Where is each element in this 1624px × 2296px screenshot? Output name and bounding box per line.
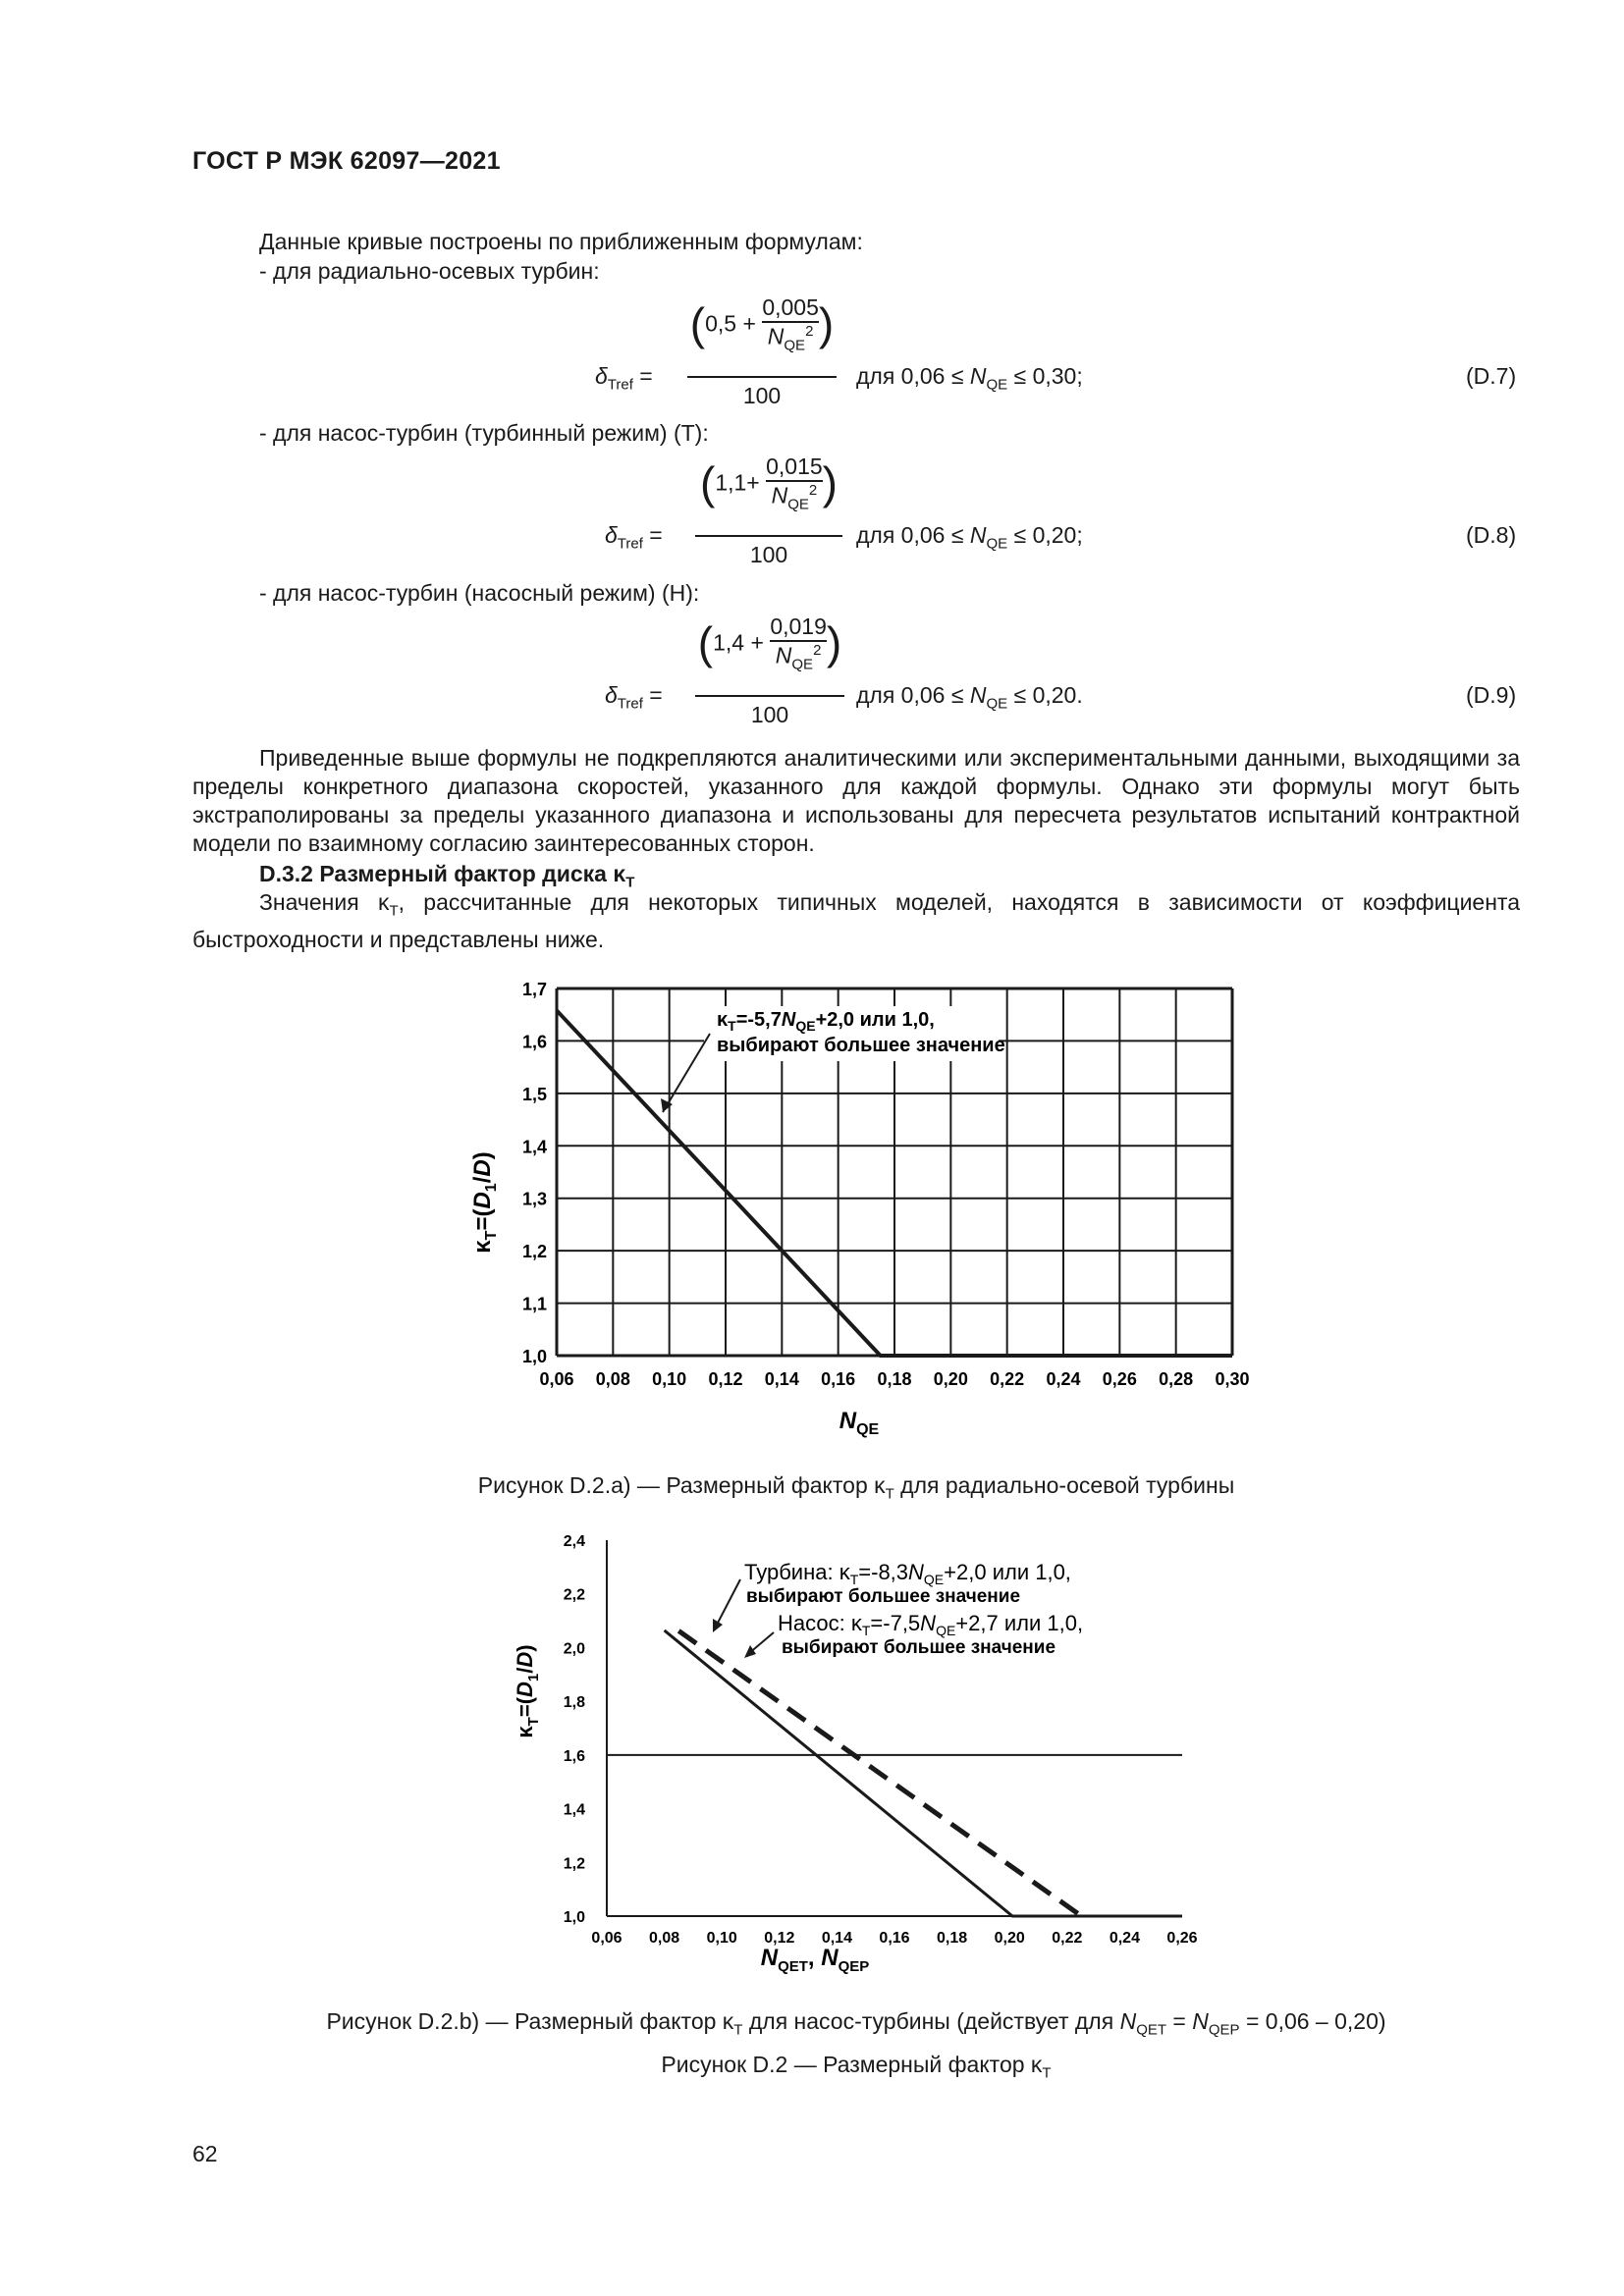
intro-line: - для радиально-осевых турбин:: [259, 258, 600, 284]
chart-b: [511, 1526, 1198, 1978]
equation-number: (D.7): [1466, 363, 1517, 389]
chart-a-xtick-label: 0,14: [764, 1369, 799, 1389]
chart-a-xtick-label: 0,20: [933, 1369, 968, 1389]
chart-b-xtick-label: 0,10: [706, 1930, 737, 1947]
page-number: 62: [192, 2141, 218, 2166]
chart-a-annotation-line2: выбирают большее значение: [717, 1035, 1005, 1056]
chart-b-ytick-label: 2,2: [563, 1586, 585, 1604]
chart-a-ytick-label: 1,2: [521, 1242, 547, 1262]
chart-b-series: [665, 1630, 1182, 1916]
section-heading: D.3.2 Размерный фактор диска $\kappa_T$: [259, 861, 635, 891]
chart-b-annotation-line2: выбирают большее значение: [746, 1586, 1021, 1607]
chart-b-xtick-label: 0,12: [764, 1930, 795, 1947]
chart-a-ytick-label: 1,1: [521, 1294, 547, 1314]
paragraph: Значения $\kappa_T$, рассчитанные для некоторых типичных моделей, находятся в зависимости от коэффициента быстроходности и представлены ниже.: [192, 889, 1520, 952]
chart-a-xtick-label: 0,26: [1102, 1369, 1137, 1389]
formula-d8: $\delta_{Tref}$ = (1,1+ $\frac{0,015}{N_{QE}^2}$ ) 100 для $0,06 \le N_{QE} \le 0,20$; (D.8): [605, 454, 1517, 567]
chart-a-xtick-label: 0,18: [877, 1369, 912, 1389]
figure-caption-a: Рисунок D.2.a) — Размерный фактор $\kappa_T$ для радиально-осевой турбины: [477, 1472, 1235, 1503]
document-header: ГОСТ Р МЭК 62097—2021: [192, 147, 501, 175]
chart-a-xtick-label: 0,12: [708, 1369, 743, 1389]
chart-b-ytick-label: 1,6: [563, 1747, 585, 1765]
chart-a-ytick-label: 1,4: [521, 1137, 547, 1157]
chart-b-series-pump: [678, 1630, 1081, 1916]
intro-line: - для насос-турбин (турбинный режим) (Т):: [259, 420, 709, 446]
equation-number: (D.8): [1466, 522, 1517, 548]
chart-b-xtick-label: 0,06: [591, 1930, 623, 1947]
chart-b-xtick-label: 0,24: [1109, 1930, 1140, 1947]
chart-a-ytick-label: 1,7: [521, 980, 547, 999]
paragraph: Приведенные выше формулы не подкрепляются аналитическими или экспериментальными данными, выходящими за пределы конкретного диапазона скоростей, указанного для каждой формулы. Однако эти формулы могут быть экстраполированы за пределы указанного диапазона и использованы для пересчета результатов испытаний контрактной модели по взаимному согласию заинтересованных сторон.: [192, 745, 1520, 856]
chart-a-xtick-label: 0,16: [821, 1369, 856, 1389]
chart-b-ylabel: $\kappa_T=(D_1/D)$: [513, 1644, 542, 1738]
chart-a-xtick-label: 0,08: [595, 1369, 630, 1389]
intro-line: - для насос-турбин (насосный режим) (Н):: [259, 580, 700, 606]
chart-b-ytick-label: 1,4: [563, 1801, 585, 1819]
chart-a: [447, 967, 1262, 1438]
formula-d9: $\delta_{Tref}$ = (1,4 + $\frac{0,019}{N_{QE}^2}$ ) 100 для $0,06 \le N_{QE} \le 0,20$. (D.9): [605, 614, 1517, 727]
equation-number: (D.9): [1466, 682, 1517, 708]
chart-b-xtick-label: 0,22: [1052, 1930, 1083, 1947]
chart-b-ytick-label: 2,0: [563, 1640, 585, 1658]
intro-line: Данные кривые построены по приближенным формулам:: [259, 229, 863, 254]
chart-a-xtick-label: 0,28: [1159, 1369, 1194, 1389]
chart-b-xtick-label: 0,20: [994, 1930, 1025, 1947]
chart-a-ytick-label: 1,3: [521, 1189, 547, 1209]
chart-a-xtick-label: 0,30: [1215, 1369, 1250, 1389]
chart-b-ytick-label: 1,2: [563, 1855, 585, 1873]
chart-b-ytick-label: 1,0: [563, 1909, 585, 1926]
chart-a-xtick-label: 0,22: [990, 1369, 1025, 1389]
chart-a-ytick-label: 1,6: [521, 1032, 547, 1052]
chart-a-xtick-label: 0,06: [539, 1369, 574, 1389]
chart-b-xlabel: $N_{QET}$, $N_{QEP}$: [760, 1945, 870, 1975]
chart-b-annotation-line3: Насос: $\kappa_T=-7,5N_{QE}+2,7$ или 1,0,: [778, 1611, 1084, 1638]
chart-b-xtick-label: 0,26: [1166, 1930, 1198, 1947]
chart-b-annotation-line4: выбирают большее значение: [782, 1637, 1056, 1658]
chart-b-xtick-label: 0,18: [937, 1930, 968, 1947]
formula-d7: $\delta_{Tref}$ = (0,5 + $\frac{0,005}{N_{QE}^2}$ ) 100 для $0,06 \le N_{QE} \le 0,30$; (D.7): [595, 294, 1517, 408]
figure-caption-main: Рисунок D.2 — Размерный фактор $\kappa_T$: [661, 2052, 1052, 2082]
chart-a-ytick-label: 1,0: [521, 1347, 547, 1366]
chart-b-arrowhead-2: [744, 1645, 756, 1658]
chart-b-xtick-label: 0,14: [821, 1930, 852, 1947]
chart-b-ytick-label: 1,8: [563, 1694, 585, 1712]
chart-b-xtick-label: 0,08: [649, 1930, 680, 1947]
chart-a-xlabel: $N_{QE}$: [839, 1408, 880, 1438]
chart-b-annotation-line1: Турбина: $\kappa_T=-8,3N_{QE}+2,0$ или 1,0,: [744, 1560, 1071, 1587]
chart-b-xtick-label: 0,16: [879, 1930, 910, 1947]
figure-caption-b: Рисунок D.2.b) — Размерный фактор $\kappa_T$ для насос-турбины (действует для $N_{QET} = N_{QEP} = 0,06 - 0,20$): [326, 2008, 1386, 2039]
chart-b-ytick-label: 2,4: [563, 1533, 585, 1550]
chart-a-ytick-label: 1,5: [521, 1084, 547, 1104]
chart-a-annotation-line1: $\kappa_T=-5,7N_{QE}+2,0$ или 1,0,: [717, 1009, 935, 1034]
chart-a-ylabel: $\kappa_T=(D_1/D)$: [469, 1151, 500, 1254]
chart-a-xtick-label: 0,10: [652, 1369, 687, 1389]
chart-a-xtick-label: 0,24: [1046, 1369, 1081, 1389]
